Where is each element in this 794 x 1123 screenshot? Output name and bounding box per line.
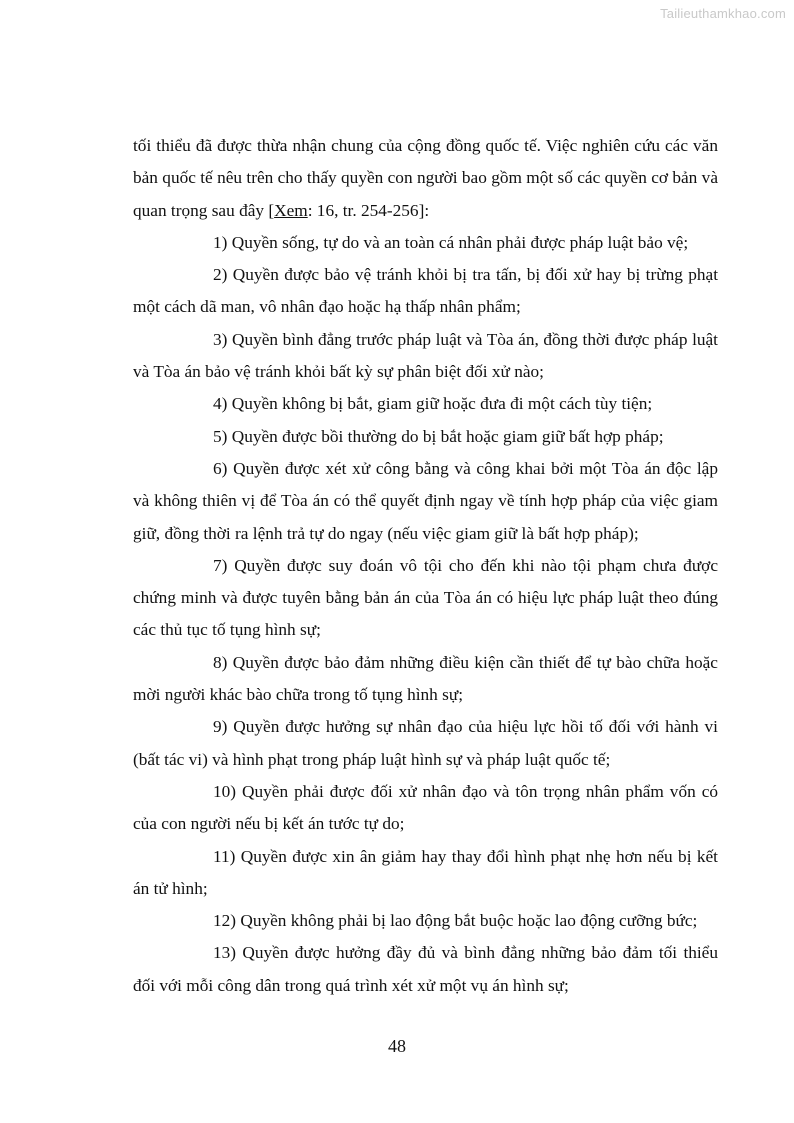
list-item-text: Quyền được bảo đảm những điều kiện cần thiết để tự bào chữa hoặc mời người khác bào chữa trong tố tụng hình sự; — [133, 652, 718, 705]
list-item-text: Quyền được hưởng sự nhân đạo của hiệu lực hồi tố đối với hành vi (bất tác vi) và hình phạt trong pháp luật hình sự và pháp luật quốc tế; — [133, 717, 718, 769]
list-item-10 — [133, 776, 718, 841]
list-item-13 — [133, 937, 718, 1002]
list-item-text: Quyền được xét xử công bằng và công khai bởi một Tòa án độc lập và không thiên vị để Tòa án có thể quyết định ngay về tính hợp pháp của việc giam giữ, đồng thời ra lệnh trả tự do ngay (nếu việc giam giữ là bất hợp pháp); — [133, 458, 718, 543]
list-item-text: Quyền được bồi thường do bị bắt hoặc giam giữ bất hợp pháp; — [231, 426, 664, 446]
list-item-1 — [133, 227, 718, 259]
list-item-number: 3) — [213, 329, 228, 349]
list-item-number: 1) — [213, 232, 228, 252]
list-item-text: Quyền không bị bắt, giam giữ hoặc đưa đi một cách tùy tiện; — [231, 394, 653, 414]
list-item-number: 13) — [213, 943, 237, 963]
list-item-11 — [133, 841, 718, 906]
list-item-number: 7) — [213, 555, 228, 575]
list-item-7 — [133, 550, 718, 647]
list-item-text: Quyền không phải bị lao động bắt buộc hoặc lao động cưỡng bức; — [240, 911, 698, 931]
list-item-number: 10) — [213, 781, 237, 801]
list-item-text: Quyền sống, tự do và an toàn cá nhân phải được pháp luật bảo vệ; — [231, 232, 689, 252]
list-item-text: Quyền được bảo vệ tránh khỏi bị tra tấn, bị đối xử hay bị trừng phạt một cách dã man, vô nhân đạo hoặc hạ thấp nhân phẩm; — [133, 265, 718, 317]
list-item-text: Quyền phải được đối xử nhân đạo và tôn trọng nhân phẩm vốn có của con người nếu bị kết án tước tự do; — [133, 781, 719, 834]
list-item-8 — [133, 647, 718, 712]
list-item-6 — [133, 453, 718, 550]
list-item-number: 11) — [213, 846, 236, 866]
intro-text-end: : 16, tr. 254-256]: — [307, 200, 430, 220]
list-item-number: 4) — [213, 394, 228, 414]
watermark-text: Tailieuthamkhao.com — [660, 6, 786, 21]
list-item-3 — [133, 324, 718, 389]
list-item-number: 9) — [213, 717, 228, 737]
page-number: 48 — [388, 1036, 406, 1056]
list-item-4 — [133, 388, 718, 420]
list-item-number: 2) — [213, 265, 228, 285]
list-item-number: 6) — [213, 458, 228, 478]
list-item-12 — [133, 905, 718, 937]
intro-paragraph — [133, 130, 718, 227]
document-body — [133, 130, 718, 1002]
list-item-5 — [133, 421, 718, 453]
list-item-number: 8) — [213, 652, 228, 672]
list-item-number: 5) — [213, 426, 228, 446]
list-item-number: 12) — [213, 911, 237, 931]
reference-link[interactable]: Xem — [274, 200, 308, 220]
list-item-text: Quyền được suy đoán vô tội cho đến khi nào tội phạm chưa được chứng minh và được tuyên bằng bản án của Tòa án có hiệu lực pháp luật theo đúng các thủ tục tố tụng hình sự; — [133, 555, 718, 640]
list-item-text: Quyền được xin ân giảm hay thay đổi hình phạt nhẹ hơn nếu bị kết án tử hình; — [133, 846, 718, 898]
list-item-9 — [133, 711, 718, 776]
intro-text-start: tối thiểu đã được thừa nhận chung của cộng đồng quốc tế. Việc nghiên cứu các văn bản quốc tế nêu trên cho thấy quyền con người bao gồm một số các quyền cơ bản và quan trọng sau đây [ — [133, 136, 718, 220]
list-item-2 — [133, 259, 718, 324]
list-item-text: Quyền bình đẳng trước pháp luật và Tòa án, đồng thời được pháp luật và Tòa án bảo vệ tránh khỏi bất kỳ sự phân biệt đối xử nào; — [133, 329, 718, 382]
list-item-text: Quyền được hưởng đầy đủ và bình đẳng những bảo đảm tối thiểu đối với mỗi công dân trong quá trình xét xử một vụ án hình sự; — [133, 943, 718, 995]
